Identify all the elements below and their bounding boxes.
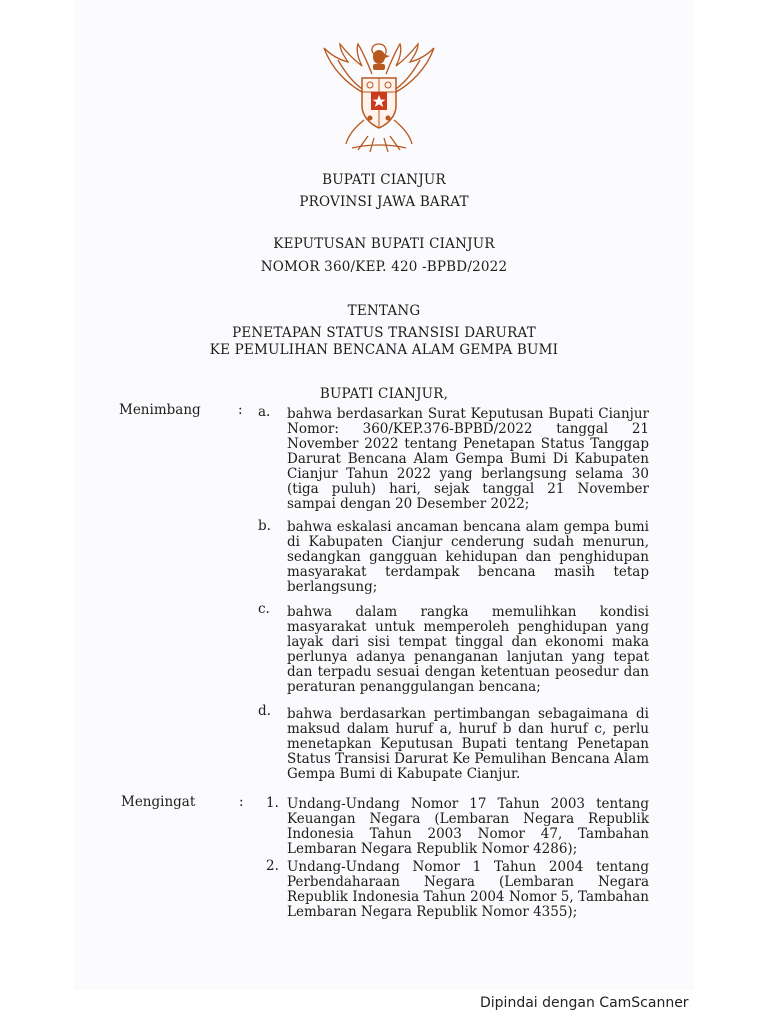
item-marker: b.	[258, 518, 271, 534]
item-marker: 1.	[266, 795, 279, 811]
menimbang-item-d: bahwa berdasarkan pertimbangan sebagaimana di maksud dalam huruf a, huruf b dan huruf c, perlu menetapkan Keputusan Bupati tentang Penetapan Status Transisi Darurat Ke Pemulihan Bencana Alam Gempa Bumi di Kabupate Cianjur.	[287, 706, 649, 782]
mengingat-item-1: Undang-Undang Nomor 17 Tahun 2003 tentang Keuangan Negara (Lembaran Negara Republik Indonesia Tahun 2003 Nomor 47, Tambahan Lembaran Negara Republik Nomor 4286);	[287, 796, 649, 857]
regent-title: BUPATI CIANJUR	[322, 172, 446, 188]
garuda-emblem-icon	[318, 40, 440, 158]
item-marker: d.	[258, 703, 271, 719]
decree-number: NOMOR 360/KEP. 420 -BPBD/2022	[260, 259, 508, 275]
menimbang-item-c: bahwa dalam rangka memulihkan kondisi masyarakat untuk memperoleh penghidupan yang layak dari sisi tempat tinggal dan ekonomi maka perlunya adanya penanganan lanjutan yang tepat dan terpadu sesuai dengan ketentuan peosedur dan peraturan penanggulangan bencana;	[287, 604, 649, 695]
menimbang-colon: :	[238, 402, 243, 418]
about-heading: TENTANG	[347, 303, 421, 319]
decree-title: KEPUTUSAN BUPATI CIANJUR	[273, 236, 495, 252]
item-marker: c.	[258, 601, 270, 617]
menimbang-item-b: bahwa eskalasi ancaman bencana alam gempa bumi di Kabupaten Cianjur cenderung sudah menurun, sedangkan gangguan kehidupan dan penghidupan masyarakat terdampak bencana masih tetap berlangsung;	[287, 519, 649, 595]
signatory-heading: BUPATI CIANJUR,	[319, 386, 449, 402]
menimbang-label: Menimbang	[119, 402, 201, 418]
mengingat-label: Mengingat	[121, 794, 196, 810]
subject-line-2: KE PEMULIHAN BENCANA ALAM GEMPA BUMI	[209, 342, 559, 358]
menimbang-item-a: bahwa berdasarkan Surat Keputusan Bupati Cianjur Nomor: 360/KEP.376-BPBD/2022 tanggal 21 November 2022 tentang Penetapan Status Tanggap Darurat Bencana Alam Gempa Bumi Di Kabupaten Cianjur Tahun 2022 yang berlangsung selama 30 (tiga puluh) hari, sejak tanggal 21 November sampai dengan 20 Desember 2022;	[287, 406, 649, 512]
mengingat-colon: :	[239, 794, 244, 810]
scanner-watermark: Dipindai dengan CamScanner	[480, 995, 689, 1011]
subject-line-1: PENETAPAN STATUS TRANSISI DARURAT	[232, 325, 536, 341]
item-marker: 2.	[266, 858, 279, 874]
mengingat-item-2: Undang-Undang Nomor 1 Tahun 2004 tentang Perbendaharaan Negara (Lembaran Negara Republik Indonesia Tahun 2004 Nomor 5, Tambahan Lembaran Negara Republik Nomor 4355);	[287, 859, 649, 920]
item-marker: a.	[258, 404, 271, 420]
province-title: PROVINSI JAWA BARAT	[299, 194, 469, 210]
